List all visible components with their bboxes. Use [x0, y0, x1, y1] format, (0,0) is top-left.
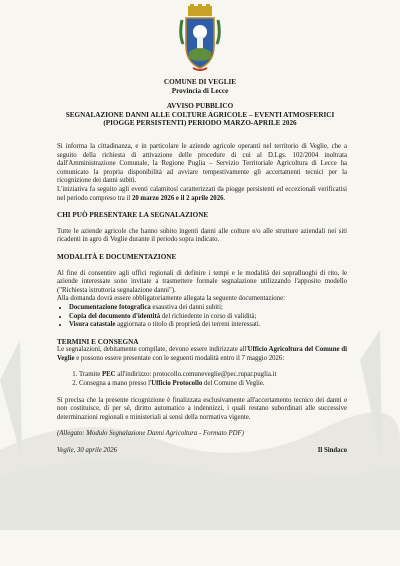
list-item: 1. Tramite PEC all'indirizzo: protocollo.comuneveglie@pec.rupar.puglia.it [79, 371, 347, 380]
delivery-steps-list [57, 371, 347, 388]
municipality-header [0, 78, 400, 95]
notice-kind: AVVISO PUBBLICO [166, 102, 234, 110]
procedure-paragraph: Al fine di consentire agli uffici regionali di definire i tempi e le modalità dei sopralluoghi di rito, le aziende interessate sono invitate a trasmettere formale segnalazione utilizzando l'apposito modello ("Richiesta istruttoria segnalazione danni"). [57, 269, 347, 294]
intro-paragraph: Si informa la cittadinanza, e in particolare le aziende agricole operanti nel territorio di Veglie, che a seguito della richiesta di attivazione delle procedure di cui al D.Lgs. 102/2004 inoltrata dall'Amministrazione Comunale, la Regione Puglia – Servizio Territoriale Agricoltura di Lecce ha comunicato la propria disponibilità ad avviare tempestivamente gli accertamenti tecnici per la ricognizione dei danni subiti. [57, 143, 347, 185]
place-date: Veglie, 30 aprile 2026 [57, 447, 118, 455]
who-paragraph: Tutte le aziende agricole che hanno subito ingenti danni alle colture e/o alle strutture aziendali nei siti ricadenti in agro di Veglie durante il periodo sopra indicato. [57, 227, 347, 244]
notice-body [57, 143, 347, 456]
documents-intro: Alla domanda dovrà essere obbligatoriamente allegata la seguente documentazione: [57, 295, 285, 303]
notice-title [0, 102, 400, 128]
section-heading-who: CHI PUÒ PRESENTARE LA SEGNALAZIONE [57, 211, 209, 220]
list-item: • Copia del documento d'identità del richiedente in corso di validità; [69, 313, 347, 322]
municipality-name: COMUNE DI VEGLIE [163, 78, 237, 86]
event-dates: 20 marzo 2026 e il 2 aprile 2026 [131, 194, 224, 202]
list-item: • Visura catastale aggiornata o titolo di proprietà dei terreni interessati. [69, 321, 347, 330]
disclaimer-paragraph: Si precisa che la presente ricognizione è finalizzata esclusivamente all'accertamento tecnico dei danni e non costituisce, di per sé, diritto automatico a indennizzi, i quali restano subordinati alle successive determinazioni regionali e ministeriali ai sensi della normativa vigente. [57, 396, 347, 421]
signature-line [57, 447, 347, 456]
section-heading-procedure: MODALITÀ E DOCUMENTAZIONE [57, 252, 177, 261]
province-name: Provincia di Lecce [171, 86, 229, 95]
office-name: Ufficio Agricoltura del Comune di Veglie [57, 346, 347, 362]
intro-paragraph-2: L'iniziativa fa seguito agli eventi calamitosi caratterizzati da piogge persistenti ed eccezionali verificatisi nel periodo compreso tra il 20 marzo 2026 e il 2 aprile 2026. [57, 185, 347, 202]
title-line-1: SEGNALAZIONE DANNI ALLE COLTURE AGRICOLE – EVENTI ATMOSFERICI [65, 110, 335, 119]
documents-list [57, 304, 347, 330]
terms-paragraph: Le segnalazioni, debitamente compilate, devono essere indirizzate all'Ufficio Agricoltura del Comune di Veglie e possono essere presentate con le seguenti modalità entro il 7 maggio 2026: [57, 346, 347, 362]
list-item: • Documentazione fotografica esaustiva dei danni subiti; [69, 304, 347, 313]
attachment-note: (Allegato: Modulo Segnalazione Danni Agricoltura - Formato PDF) [57, 430, 244, 438]
pec-address: all'indirizzo: protocollo.comuneveglie@pec.rupar.puglia.it [115, 371, 277, 379]
signatory: Il Sindaco [317, 447, 347, 455]
list-item: 2. Consegna a mano presso l'Ufficio Protocollo del Comune di Veglie. [79, 380, 347, 389]
section-heading-terms: TERMINI E CONSEGNA [57, 337, 139, 346]
municipal-crest-logo [179, 4, 221, 72]
title-line-2: (PIOGGE PERSISTENTI) PERIODO MARZO-APRILE 2026 [103, 119, 297, 128]
